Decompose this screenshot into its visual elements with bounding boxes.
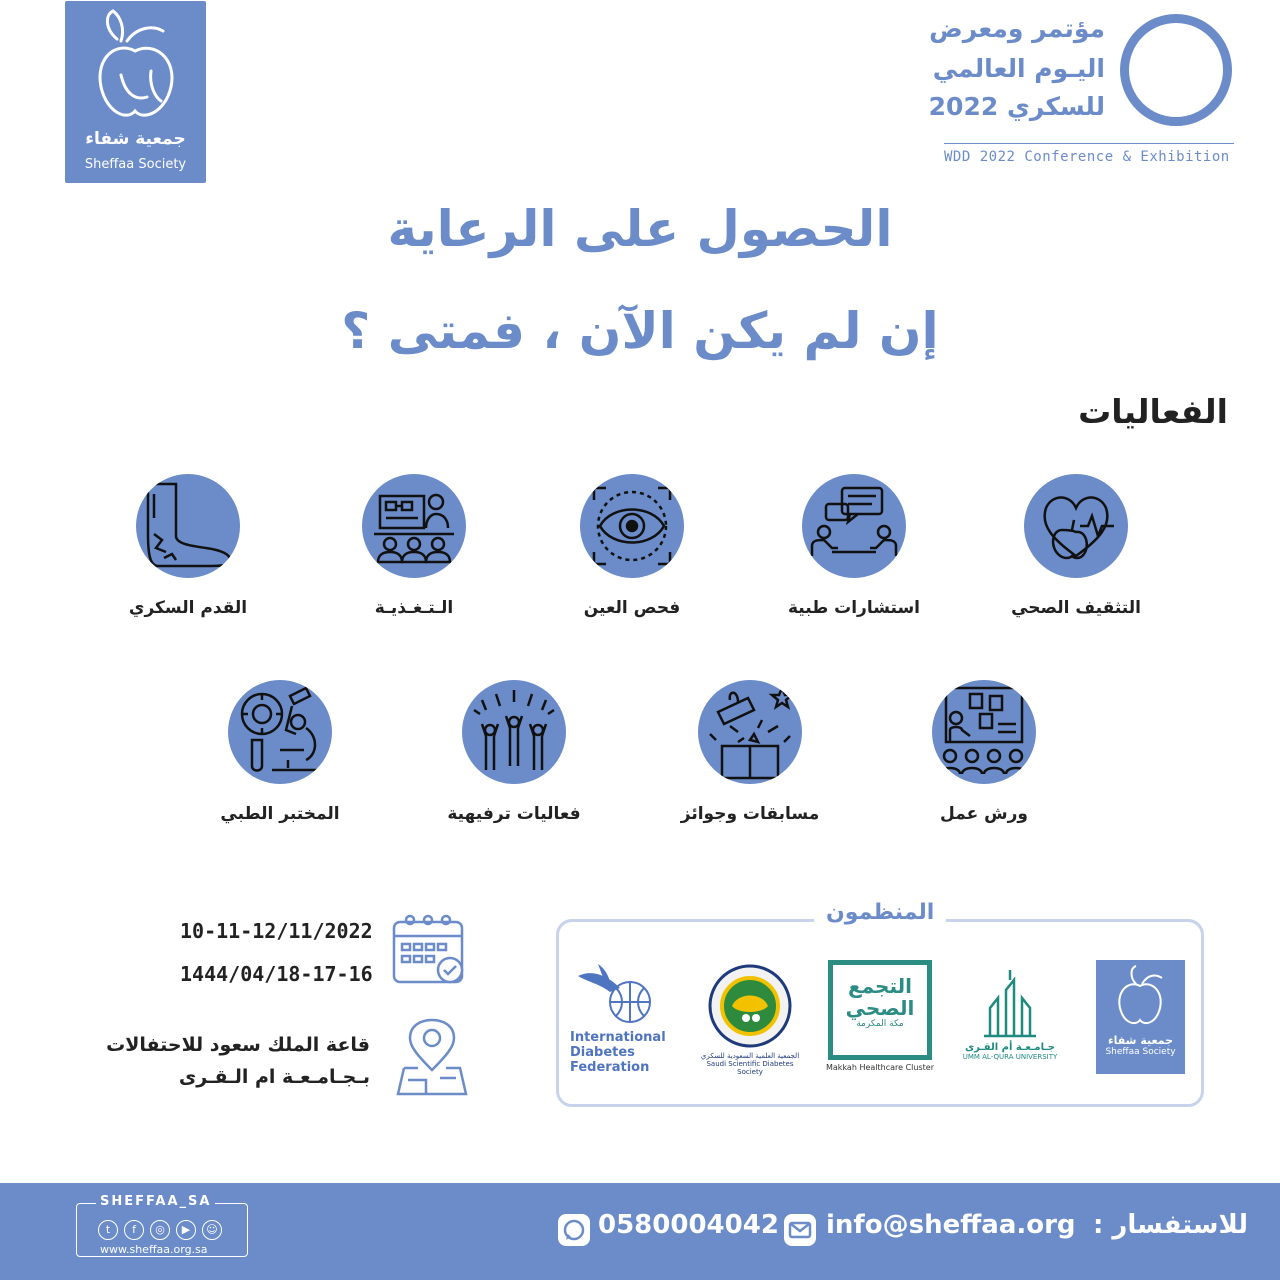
activity-eye-exam (532, 474, 732, 618)
foot-icon (136, 474, 240, 578)
activity-label: القدم السكري (128, 598, 248, 618)
org-name-en: Federation (570, 1060, 650, 1075)
org-name-en: UMM AL-QURA UNIVERSITY (962, 1053, 1058, 1061)
activity-label: التثقيف الصحي (1011, 598, 1141, 618)
activity-entertainment (414, 680, 614, 824)
activity-diabetic-foot (88, 474, 288, 618)
website-link[interactable]: www.sheffaa.org.sa (96, 1243, 212, 1256)
conference-title-line3: للسكري 2022 (928, 92, 1105, 121)
makkah-frame (828, 960, 932, 1060)
date-hijri: 1444/04/18-17-16 (180, 962, 373, 986)
instagram-icon[interactable]: ◎ (150, 1220, 170, 1240)
conference-title-line1: مؤتمر ومعرض (929, 14, 1105, 43)
gift-icon (698, 680, 802, 784)
apple-logo-icon (1096, 960, 1185, 1030)
activity-label: مسابقات وجوائز (680, 804, 820, 824)
eye-icon (580, 474, 684, 578)
org-name-ar: الجمعية العلمية السعودية للسكري (700, 1052, 800, 1060)
workshop-icon (932, 680, 1036, 784)
heart-apple-icon (1024, 474, 1128, 578)
headline-line1: الحصول على الرعاية (387, 200, 893, 258)
venue-line2: بـجـامـعـة ام الـقـرى (178, 1066, 370, 1088)
headline-line2: إن لم يكن الآن ، فمتى ؟ (341, 302, 939, 360)
events-heading: الفعاليات (1078, 392, 1228, 431)
org-name-en: Diabetes (570, 1045, 635, 1060)
conference-ring-icon (1120, 14, 1232, 126)
activity-label: فعاليات ترفيهية (447, 804, 581, 824)
apple-logo-icon (65, 1, 206, 131)
inquiry-label: للاستفسار : (1092, 1210, 1248, 1240)
conference-title-line2: اليـوم العالمي (932, 54, 1105, 83)
activity-label: الـتـغـذيـة (374, 598, 454, 618)
bird-globe-icon (570, 958, 670, 1026)
org-name-ar: جمعية شفاء (1108, 1034, 1173, 1047)
org-logo-saudi-diabetes (698, 962, 802, 1074)
conference-subtitle: WDD 2022 Conference & Exhibition (944, 149, 1230, 165)
microscope-icon (228, 680, 332, 784)
university-tower-icon (950, 968, 1070, 1038)
saudi-diabetes-seal-icon (698, 962, 802, 1048)
nutrition-lecture-icon (362, 474, 466, 578)
social-handle[interactable]: SHEFFAA_SA (96, 1194, 215, 1209)
activity-medical-consultation (754, 474, 954, 618)
calendar-icon (390, 914, 468, 988)
phone-number[interactable]: 0580004042 (598, 1210, 779, 1240)
sheffaa-logo (65, 1, 206, 183)
whatsapp-icon[interactable] (558, 1214, 590, 1246)
activity-label: فحص العين (583, 598, 681, 618)
org-name-ar: التجمع (847, 974, 912, 998)
logo-english-text: Sheffaa Society (84, 157, 187, 172)
logo-arabic-text: جمعية شفاء (85, 129, 186, 149)
conference-divider (944, 143, 1234, 144)
org-name-en: Saudi Scientific Diabetes Society (706, 1060, 794, 1076)
youtube-icon[interactable]: ▶ (176, 1220, 196, 1240)
activity-nutrition (314, 474, 514, 618)
facebook-icon[interactable]: f (124, 1220, 144, 1240)
email-icon[interactable] (784, 1214, 816, 1246)
twitter-icon[interactable]: t (98, 1220, 118, 1240)
org-name-en: International (570, 1030, 666, 1045)
org-logo-umm-al-qura (950, 968, 1070, 1068)
activity-label: استشارات طبية (788, 598, 920, 618)
org-name-en: Makkah Healthcare Cluster (826, 1063, 934, 1072)
activity-workshops (884, 680, 1084, 824)
activity-competitions (650, 680, 850, 824)
org-logo-idf (570, 958, 670, 1076)
activity-label: ورش عمل (940, 804, 1028, 824)
org-name-ar: مكة المكرمة (856, 1019, 904, 1029)
org-logo-sheffaa (1096, 960, 1185, 1074)
location-pin-icon (396, 1018, 468, 1096)
venue-line1: قاعة الملك سعود للاحتفالات (106, 1034, 370, 1056)
org-logo-makkah-health (826, 960, 934, 1076)
snapchat-icon[interactable]: ☺ (202, 1220, 222, 1240)
activity-label: المختبر الطبي (220, 804, 340, 824)
org-name-ar: الصحي (845, 996, 915, 1020)
organizers-title: المنظمون (814, 900, 946, 925)
activity-health-education (976, 474, 1176, 618)
consultation-icon (802, 474, 906, 578)
email-address[interactable]: info@sheffaa.org (826, 1210, 1076, 1240)
org-name-en: Sheffaa Society (1105, 1047, 1176, 1057)
celebration-icon (462, 680, 566, 784)
activity-medical-lab (180, 680, 380, 824)
org-name-ar: جـامـعـة أم القـرى (964, 1042, 1056, 1053)
date-gregorian: 10-11-12/11/2022 (180, 919, 373, 943)
